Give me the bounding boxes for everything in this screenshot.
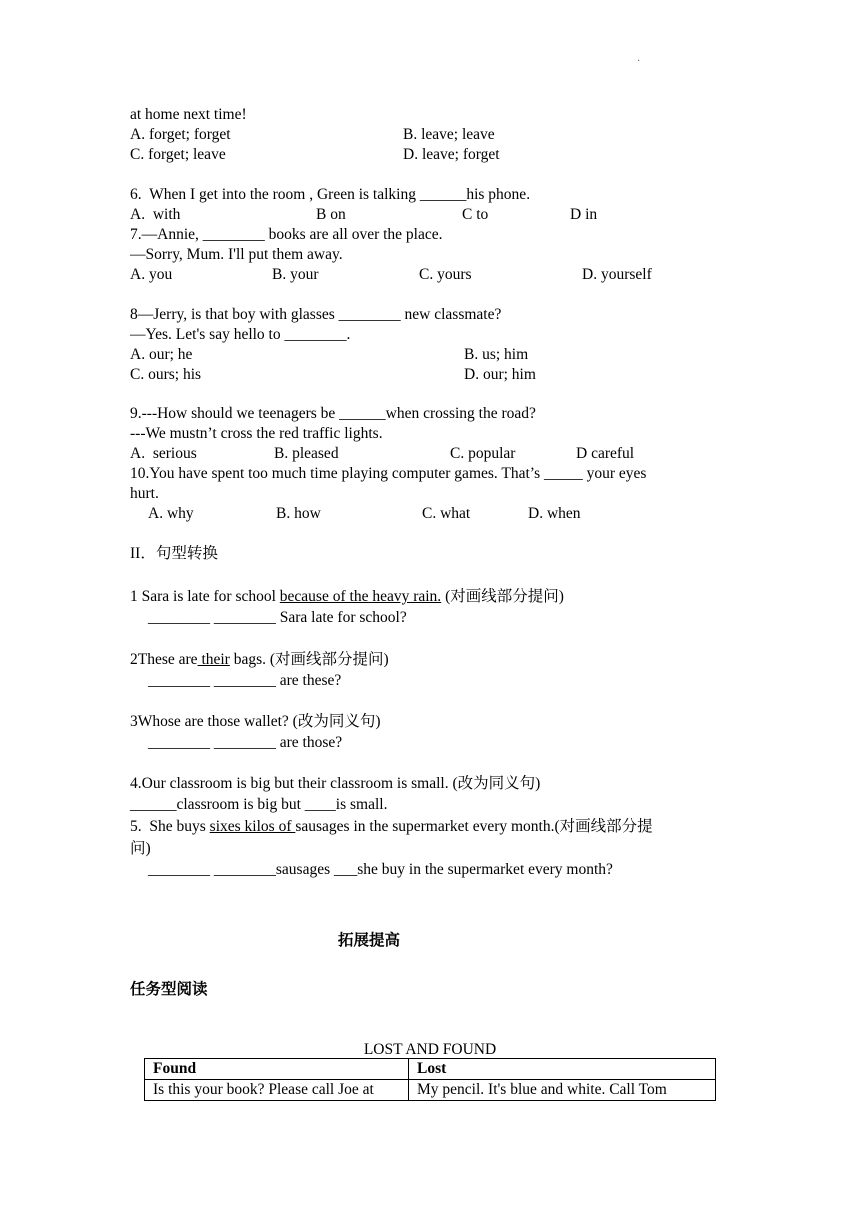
q7-stem: 7.—Annie, ________ books are all over the place. [130, 226, 443, 243]
q9-option-c: C. popular [450, 445, 516, 462]
s5-underlined: sixes kilos of [209, 818, 296, 835]
q7-option-c: C. yours [419, 266, 472, 283]
q9-option-b: B. pleased [274, 445, 339, 462]
s5-question [130, 817, 653, 837]
q5-option-a: A. forget; forget [130, 126, 231, 143]
s1-answer: ________ ________ Sara late for school? [148, 609, 407, 626]
q10-option-b: B. how [276, 505, 321, 522]
q9-option-a: A. serious [130, 445, 197, 462]
q5-option-d: D. leave; forget [403, 146, 500, 163]
s4-answer: ______classroom is big but ____is small. [130, 796, 388, 813]
table-header-row [145, 1059, 716, 1080]
q7-option-d: D. yourself [582, 266, 652, 283]
q9-option-d: D careful [576, 445, 635, 462]
q5-tail: at home next time! [130, 106, 247, 123]
s3-answer: ________ ________ are those? [148, 734, 343, 751]
q5-option-c: C. forget; leave [130, 146, 226, 163]
q10-stem-line2: hurt. [130, 485, 159, 502]
q8-option-d: D. our; him [464, 366, 536, 383]
section2-title: II．句型转换 [130, 545, 218, 562]
q6-stem: 6. When I get into the room , Green is talking ______his phone. [130, 186, 531, 203]
q10-option-c: C. what [422, 505, 471, 522]
q10-option-a: A. why [148, 505, 194, 522]
q9-stem: 9.---How should we teenagers be ______when crossing the road? [130, 405, 536, 422]
s1-pre: 1 Sara is late for school [130, 588, 280, 605]
lost-found-table [144, 1058, 716, 1101]
section3-title: 拓展提高 [338, 931, 401, 949]
q8-option-c: C. ours; his [130, 366, 202, 383]
table-caption: LOST AND FOUND [363, 1041, 497, 1058]
table-row [145, 1080, 716, 1101]
s2-post: bags. (对画线部分提问) [229, 651, 389, 668]
s2-question [130, 650, 389, 670]
header-lost-label: Lost [417, 1060, 447, 1077]
s1-question [130, 587, 564, 607]
q7-reply: —Sorry, Mum. I'll put them away. [130, 246, 343, 263]
s5-question-line2: 问) [130, 840, 151, 857]
s5-post: sausages in the supermarket every month.(对画线部分提 [295, 818, 653, 835]
q8-option-b: B. us; him [464, 346, 529, 363]
q6-option-a: A. with [130, 206, 181, 223]
header-found [145, 1059, 409, 1080]
q6-option-c: C to [462, 206, 489, 223]
s2-pre: 2These are [130, 651, 198, 668]
q10-option-d: D. when [528, 505, 581, 522]
section4-title: 任务型阅读 [130, 980, 208, 998]
header-mark: · [637, 56, 641, 67]
header-found-label: Found [153, 1060, 197, 1077]
q7-option-a: A. you [130, 266, 173, 283]
cell-lost: My pencil. It's blue and white. Call Tom [409, 1080, 716, 1101]
header-lost [409, 1059, 716, 1080]
s5-answer: ________ ________sausages ___she buy in the supermarket every month? [148, 861, 613, 878]
s2-underlined: their [197, 651, 230, 668]
s1-underlined: because of the heavy rain. [279, 588, 442, 605]
s1-post: (对画线部分提问) [441, 588, 564, 605]
q5-option-b: B. leave; leave [403, 126, 495, 143]
q8-reply: —Yes. Let's say hello to ________. [130, 326, 351, 343]
cell-found: Is this your book? Please call Joe at [145, 1080, 409, 1101]
q6-option-b: B on [316, 206, 346, 223]
q10-stem-line1: 10.You have spent too much time playing computer games. That’s _____ your eyes [130, 465, 647, 482]
s2-answer: ________ ________ are these? [148, 672, 342, 689]
q8-stem: 8—Jerry, is that boy with glasses ________ new classmate? [130, 306, 502, 323]
q7-option-b: B. your [272, 266, 319, 283]
q9-reply: ---We mustn’t cross the red traffic lights. [130, 425, 383, 442]
s4-question: 4.Our classroom is big but their classroom is small. (改为同义句) [130, 775, 541, 792]
q6-option-d: D in [570, 206, 598, 223]
s5-pre: 5. She buys [130, 818, 210, 835]
q8-option-a: A. our; he [130, 346, 193, 363]
s3-question: 3Whose are those wallet? (改为同义句) [130, 713, 381, 730]
